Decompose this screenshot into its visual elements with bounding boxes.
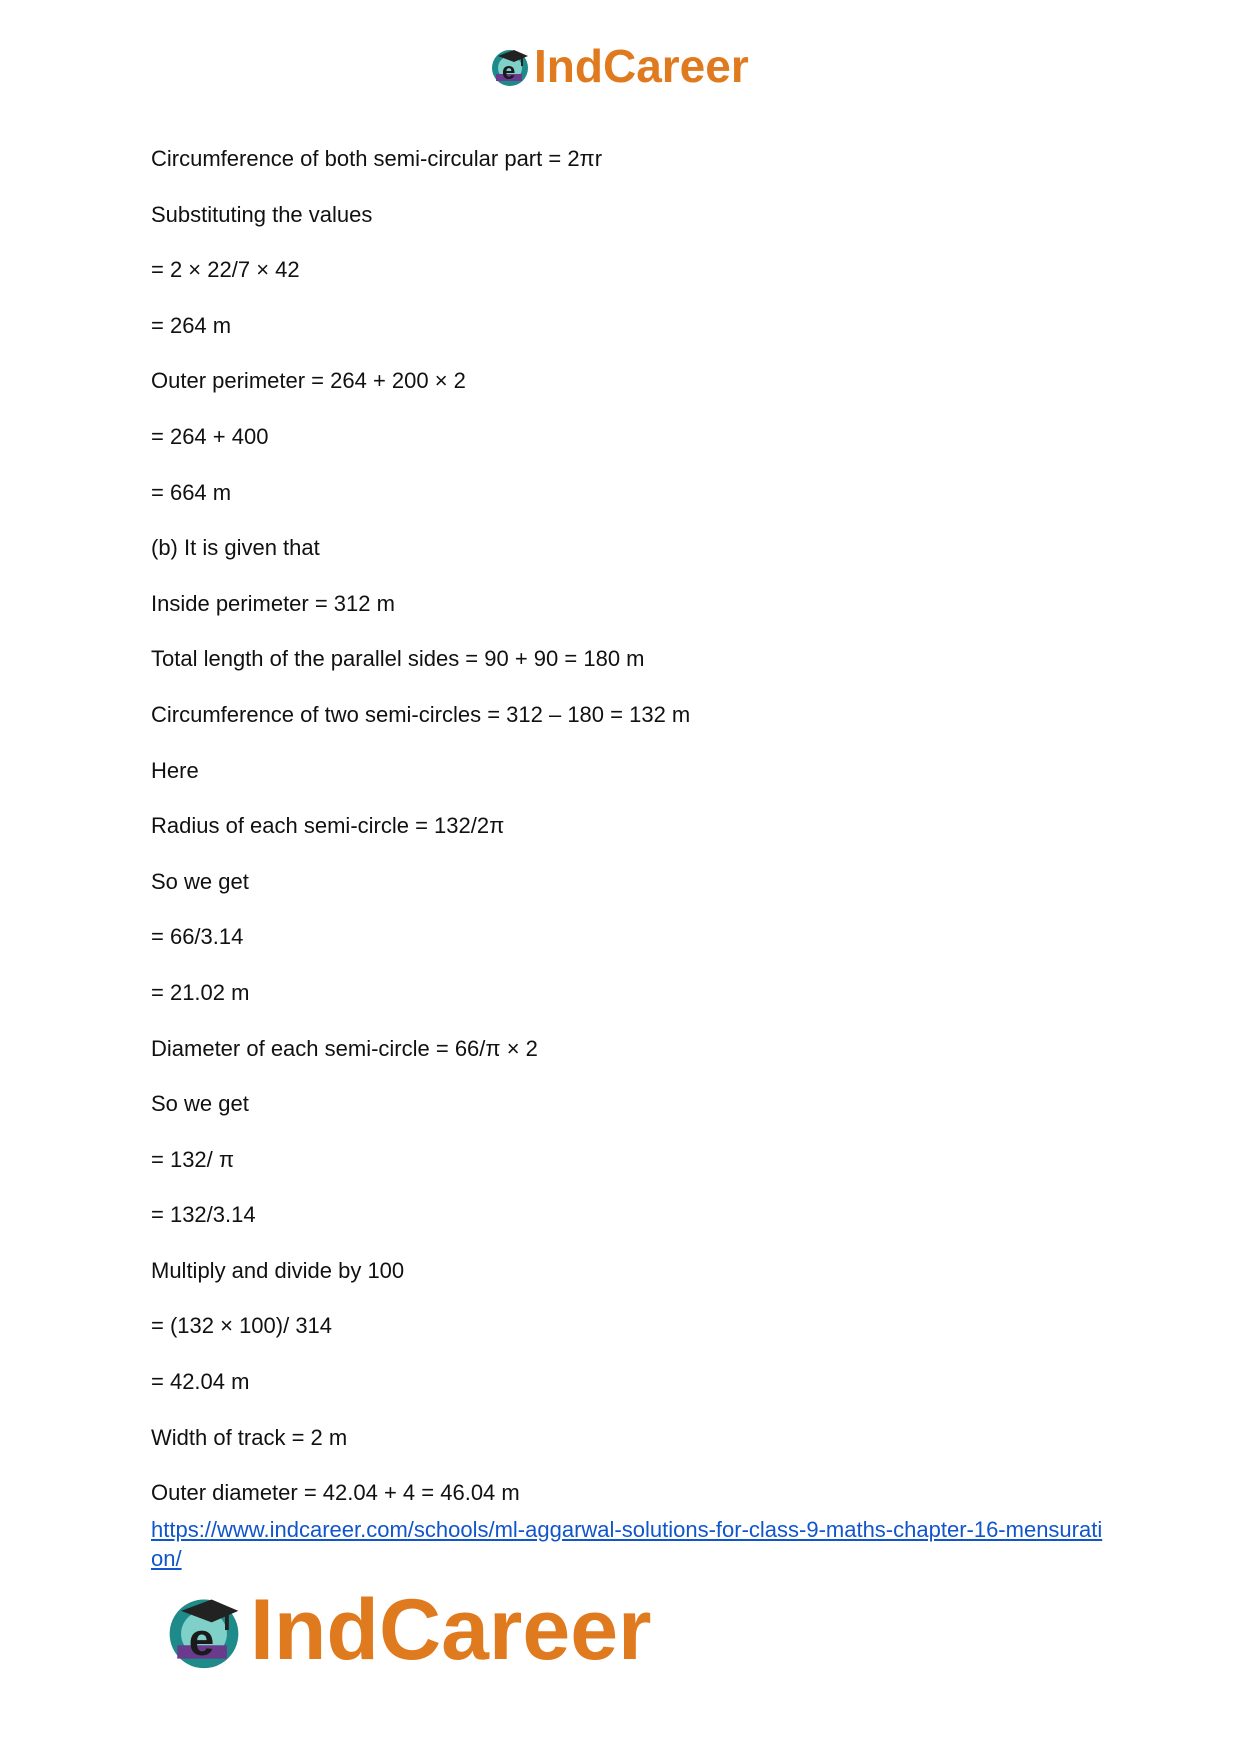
- text-line: = 42.04 m: [151, 1369, 250, 1395]
- text-line: Inside perimeter = 312 m: [151, 590, 395, 616]
- text-line: Outer diameter = 42.04 + 4 = 46.04 m: [151, 1480, 520, 1506]
- indcareer-logo-mark-icon: [488, 44, 532, 88]
- text-line: = 264 + 400: [151, 423, 269, 449]
- text-line: = 264 m: [151, 312, 232, 338]
- text-line: = 21.02 m: [151, 979, 250, 1005]
- text-line: = 132/3.14: [151, 1202, 256, 1228]
- text-line: = 66/3.14: [151, 924, 244, 950]
- text-line: Width of track = 2 m: [151, 1424, 348, 1450]
- text-line: Radius of each semi-circle = 132/2π: [151, 813, 505, 839]
- text-line: So we get: [151, 868, 249, 894]
- logo-mark-letter: e: [502, 58, 516, 85]
- text-line: Circumference of two semi-circles = 312 – 180 = 132 m: [151, 701, 691, 727]
- text-line: (b) It is given that: [151, 535, 320, 561]
- text-line: Total length of the parallel sides = 90 + 90 = 180 m: [151, 646, 645, 672]
- text-line: Outer perimeter = 264 + 200 × 2: [151, 368, 466, 394]
- solution-content: [151, 146, 1111, 1536]
- text-line: Here: [151, 757, 199, 783]
- text-line: Substituting the values: [151, 201, 373, 227]
- text-line: = (132 × 100)/ 314: [151, 1313, 333, 1339]
- text-line: = 2 × 22/7 × 42: [151, 257, 300, 283]
- text-line: Diameter of each semi-circle = 66/π × 2: [151, 1035, 538, 1061]
- footer-logo: [162, 1582, 652, 1678]
- chapter-link[interactable]: https://www.indcareer.com/schools/ml-aggarwal-solutions-for-class-9-maths-chapter-16-mensuration/: [151, 1517, 1103, 1571]
- text-line: Circumference of both semi-circular part = 2πr: [151, 146, 603, 171]
- text-line: = 132/ π: [151, 1146, 235, 1172]
- text-line: Multiply and divide by 100: [151, 1257, 405, 1283]
- header-logo-text: IndCareer: [534, 40, 749, 92]
- text-line: = 664 m: [151, 479, 232, 505]
- logo-mark-letter: e: [188, 1613, 215, 1665]
- indcareer-logo-mark-icon: [162, 1588, 246, 1672]
- text-line: So we get: [151, 1091, 249, 1117]
- header-logo: [488, 40, 749, 92]
- footer-logo-text: IndCareer: [250, 1582, 652, 1678]
